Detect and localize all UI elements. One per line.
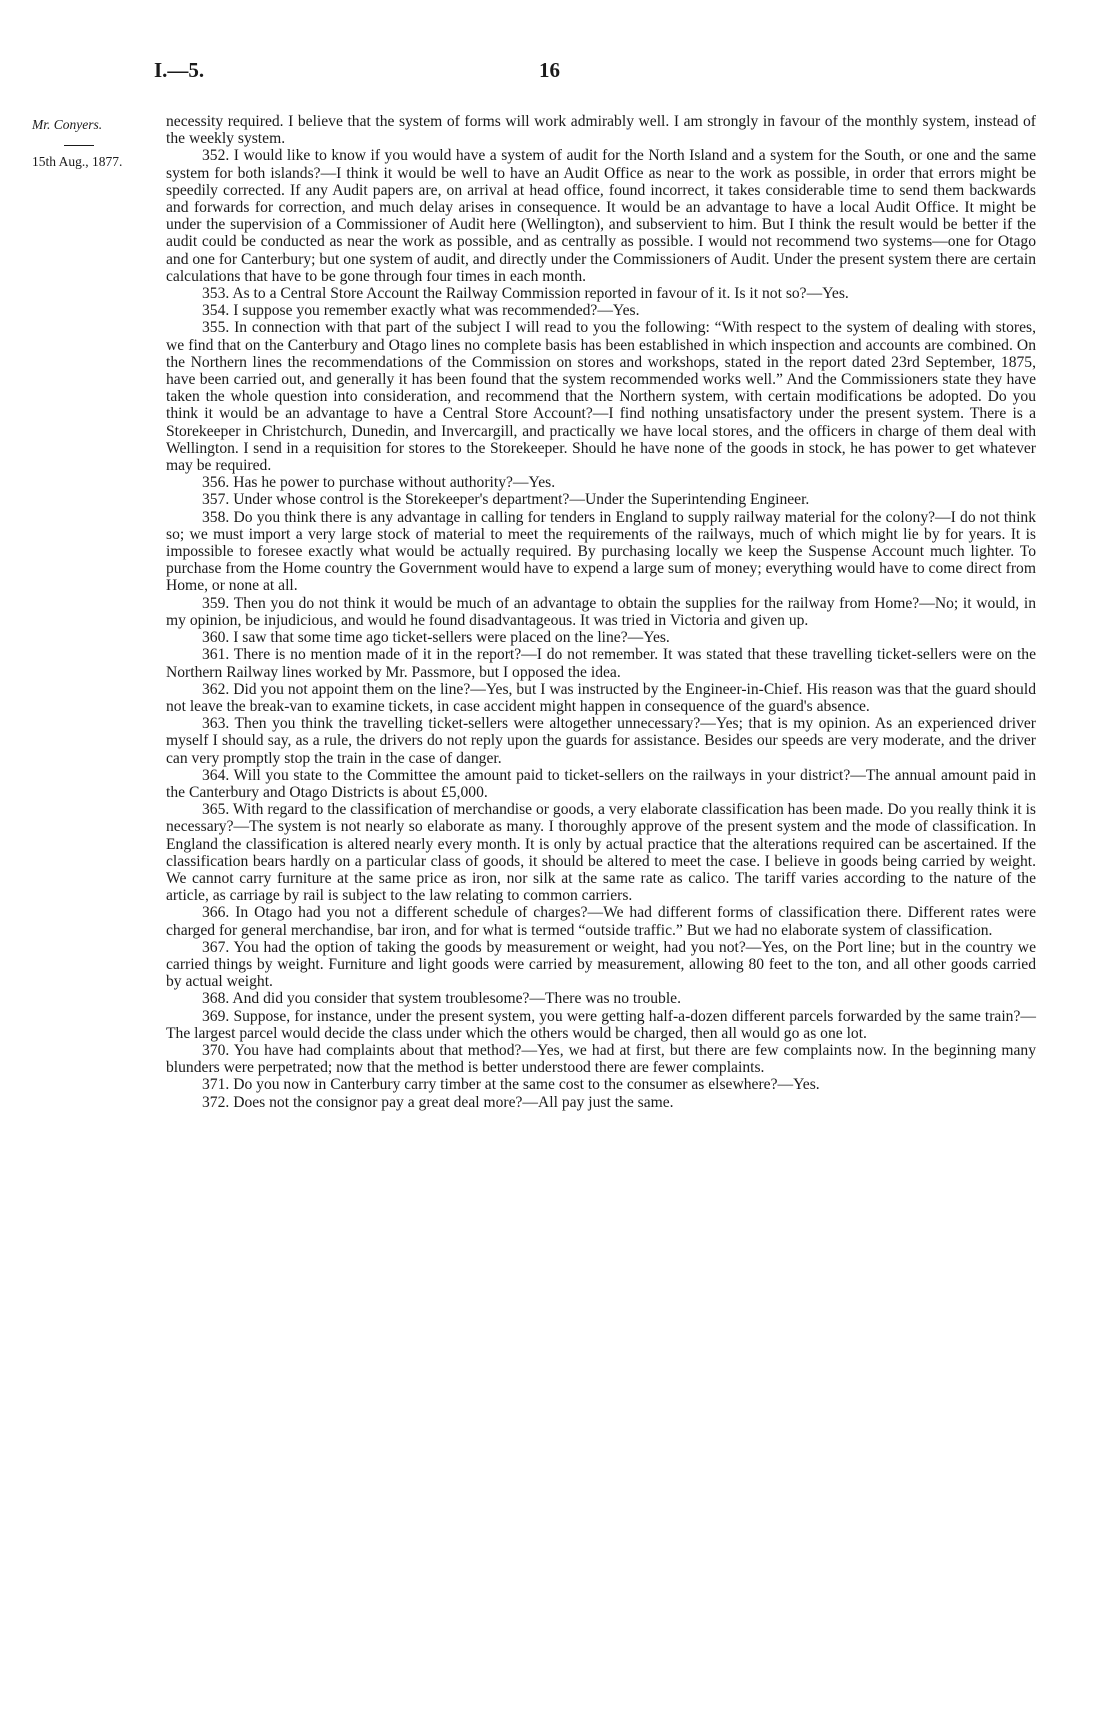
page-header xyxy=(0,58,1114,88)
question-362: 362. Did you not appoint them on the line?—Yes, but I was instructed by the Engineer-in-Chief. His reason was that the guard should not leave the break-van to examine tickets, in case accident might happen in consequence of the guard's absence. xyxy=(166,680,1036,715)
margin-divider xyxy=(64,145,94,146)
question-371: 371. Do you now in Canterbury carry timber at the same cost to the consumer as elsewhere?—Yes. xyxy=(202,1076,820,1094)
question-369: 369. Suppose, for instance, under the present system, you were getting half-a-dozen different parcels forwarded by the same train?—The largest parcel would decide the class under which the others would be charged, then all would go as one lot. xyxy=(166,1007,1036,1042)
witness-name: Mr. Conyers. xyxy=(32,117,103,132)
question-372: 372. Does not the consignor pay a great deal more?—All pay just the same. xyxy=(202,1093,674,1111)
question-360: 360. I saw that some time ago ticket-sellers were placed on the line?—Yes. xyxy=(202,629,670,647)
margin-note xyxy=(32,116,162,171)
question-359: 359. Then you do not think it would be much of an advantage to obtain the supplies for the railway from Home?—No; it would, in my opinion, be injudicious, and would he found disadvantageous. It was tried in Victoria and given up. xyxy=(166,594,1036,629)
page-number: 16 xyxy=(539,58,560,82)
question-367: 367. You had the option of taking the goods by measurement or weight, had you not?—Yes, on the Port line; but in the country we carried things by weight. Furniture and light goods were carried by measurement, allowing 80 feet to the ton, and all other goods carried by actual weight. xyxy=(166,938,1036,991)
question-363: 363. Then you think the travelling ticket-sellers were altogether unnecessary?—Yes; that is my opinion. As an experienced driver myself I should say, as a rule, the drivers do not reply upon the guards for assistance. Besides our speeds are very moderate, and the driver can very promptly stop the train in the case of danger. xyxy=(166,715,1036,767)
document-reference: I.—5. xyxy=(154,58,205,82)
question-352: 352. I would like to know if you would have a system of audit for the North Island and a system for the South, or one and the same system for both islands?—I think it would be well to have an Audit Office as near to the work as possible, in order that errors might be speedily corrected. If any Audit papers are, on arrival at head office, found incorrect, it takes considerable time to send them backwards and forwards for correction, and much delay arises in consequence. It would be an advantage to have a local Audit Office. It might be under the supervision of a Commissioner of Audit here (Wellington), and subservient to him. But I think the result would be better if the audit could be conducted as near the work as possible, and as centrally as possible. I would not recommend two systems—one for Otago and one for Canterbury; but one system of audit, and directly under the Commissioners of Audit. Under the present system there are certain calculations that have to be gone through four times in each month. xyxy=(166,147,1036,285)
question-358: 358. Do you think there is any advantage in calling for tenders in England to supply railway material for the colony?—I do not think so; we must import a very large stock of material to meet the requirements of the railways, much of which might lie by for years. It is impossible to foresee exactly what would be actually required. By purchasing locally we keep the Suspense Account much lighter. To purchase from the Home country the Government would have to expend a large sum of money; everything would have to come direct from Home, or none at all. xyxy=(166,508,1036,595)
transcript-body xyxy=(166,113,1036,1111)
question-361: 361. There is no mention made of it in the report?—I do not remember. It was stated that these travelling ticket-sellers were on the Northern Railway lines worked by Mr. Passmore, but I opposed the idea. xyxy=(166,646,1036,681)
hearing-date: 15th Aug., 1877. xyxy=(32,154,123,169)
question-366: 366. In Otago had you not a different schedule of charges?—We had different forms of classification there. Different rates were charged for general merchandise, bar iron, and for what is termed “outside traffic.” But we had no elaborate system of classification. xyxy=(166,904,1036,939)
paragraph: necessity required. I believe that the system of forms will work admirably well. I am strongly in favour of the monthly system, instead of the weekly system. xyxy=(166,113,1036,148)
question-357: 357. Under whose control is the Storekeeper's department?—Under the Superintending Engineer. xyxy=(202,491,810,509)
question-365: 365. With regard to the classification of merchandise or goods, a very elaborate classification has been made. Do you really think it is necessary?—The system is not nearly so elaborate as many. I thoroughly approve of the present system and the mode of classification. In England the classification is altered nearly every month. It is only by actual practice that the alterations required can be ascertained. If the classification bears hardly on a particular class of goods, it should be altered to meet the case. I believe in goods being carried by weight. We cannot carry furniture at the same price as iron, nor silk at the same rate as calico. The tariff varies according to the nature of the article, as carriage by rail is subject to the law relating to common carriers. xyxy=(166,801,1036,905)
question-356: 356. Has he power to purchase without authority?—Yes. xyxy=(202,474,556,492)
question-354: 354. I suppose you remember exactly what was recommended?—Yes. xyxy=(202,302,640,320)
question-353: 353. As to a Central Store Account the Railway Commission reported in favour of it. Is it not so?—Yes. xyxy=(202,285,849,303)
question-368: 368. And did you consider that system troublesome?—There was no trouble. xyxy=(202,990,681,1008)
question-370: 370. You have had complaints about that method?—Yes, we had at first, but there are few complaints now. In the beginning many blunders were perpetrated; now that the method is better understood there are fewer complaints. xyxy=(166,1041,1036,1077)
question-355: 355. In connection with that part of the subject I will read to you the following: “With respect to the system of dealing with stores, we find that on the Canterbury and Otago lines no complete basis has been established in which inspection and accounts are combined. On the Northern lines the recommendations of the Commission on stores and workshops, stated in the report dated 23rd September, 1875, have been carried out, and generally it has been found that the system recommended works well.” And the Commissioners state they have taken the whole question into consideration, and recommend that the Northern system, with certain modifications be adopted. Do you think it would be an advantage to have a Central Store Account?—I find nothing unsatisfactory under the present system. There is a Storekeeper in Christchurch, Dunedin, and Invercargill, and practically we have local stores, and the officers in charge of them deal with Wellington. I send in a requisition for stores to the Storekeeper. Should he have none of the goods in stock, he has power to get whatever may be required. xyxy=(166,319,1036,475)
question-364: 364. Will you state to the Committee the amount paid to ticket-sellers on the railways in your district?—The annual amount paid in the Canterbury and Otago Districts is about £5,000. xyxy=(166,766,1036,801)
